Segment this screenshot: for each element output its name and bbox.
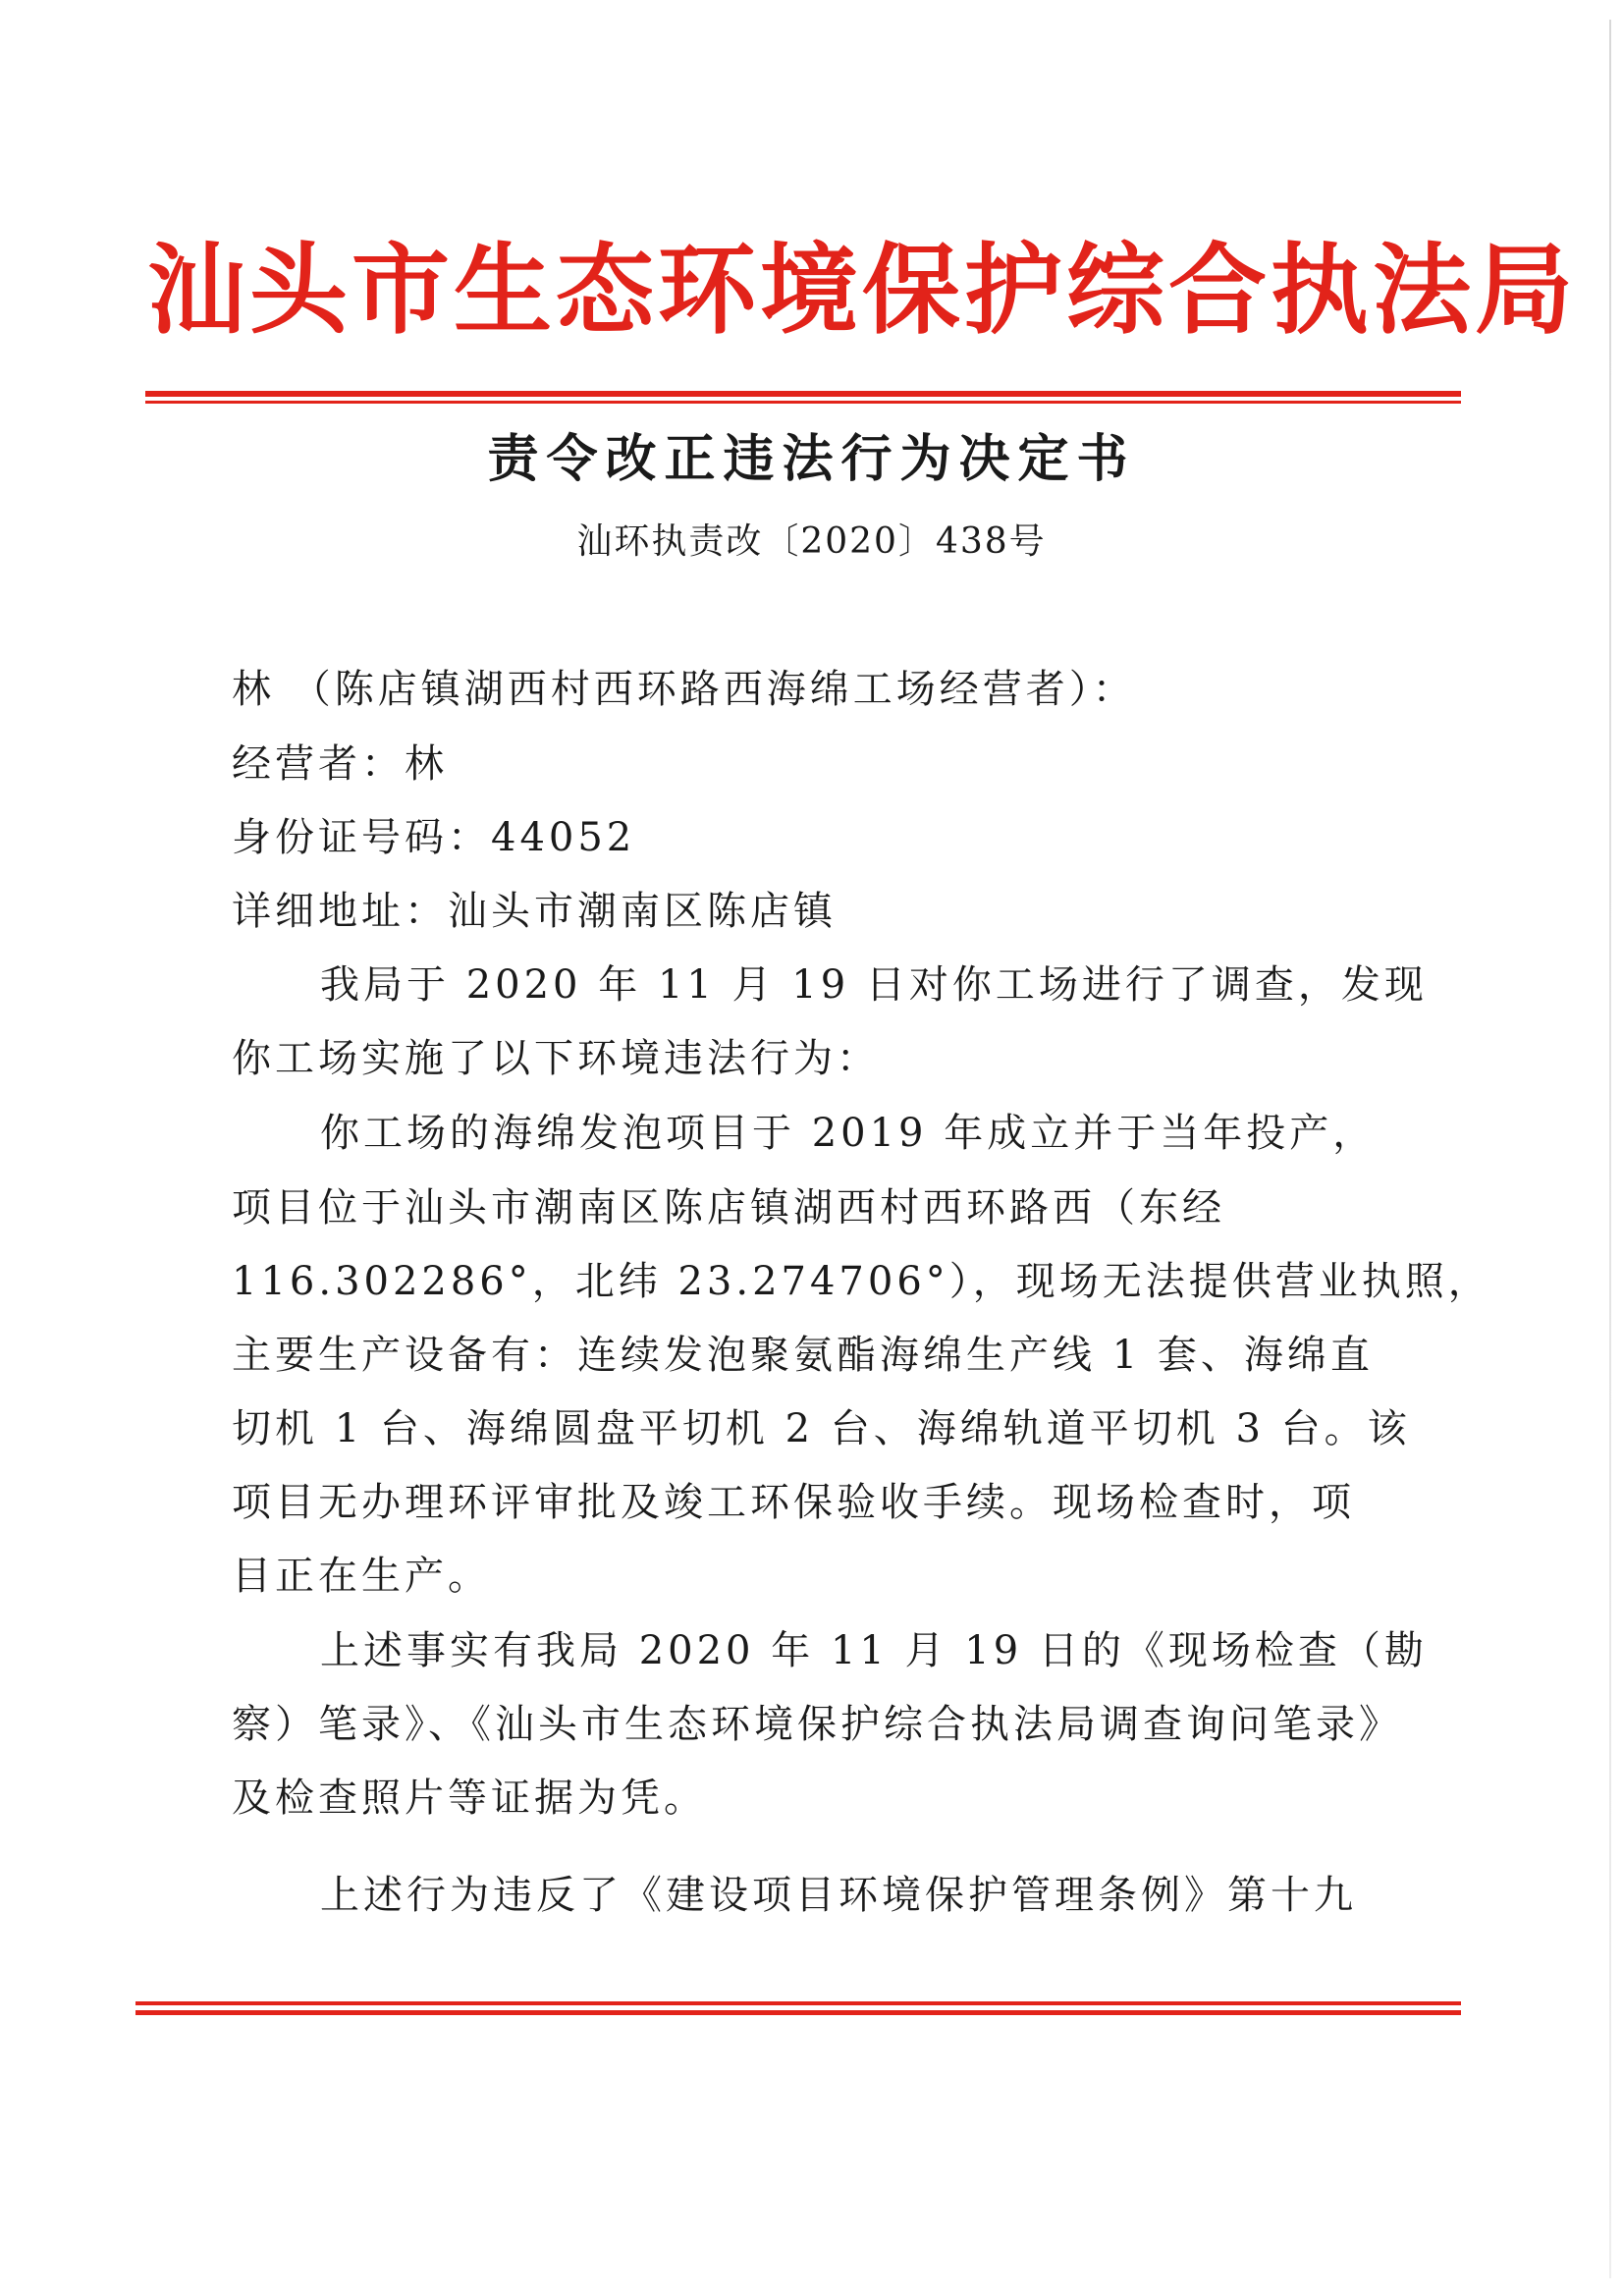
body-line: 及检查照片等证据为凭。: [232, 1776, 707, 1821]
header-rule-thick: [145, 391, 1461, 397]
body-line: 项目无办理环评审批及竣工环保验收手续。现场检查时，项: [232, 1480, 1355, 1525]
agency-name: 汕头市生态环境保护综合执法局: [147, 232, 1577, 348]
body-line: 主要生产设备有：连续发泡聚氨酯海绵生产线 1 套、海绵直: [232, 1333, 1374, 1378]
body-line: 切机 1 台、海绵圆盘平切机 2 台、海绵轨道平切机 3 台。该: [232, 1406, 1411, 1451]
body-line: 上述行为违反了《建设项目环境保护管理条例》第十九: [320, 1873, 1357, 1918]
header-rule: [145, 391, 1461, 404]
document-title: 责令改正违法行为决定书: [487, 429, 1136, 489]
body-line: 目正在生产。: [232, 1554, 491, 1599]
body-line: 察）笔录》、《汕头市生态环境保护综合执法局调查询问笔录》: [232, 1702, 1402, 1747]
body-line: 116.302286°，北纬 23.274706°），现场无法提供营业执照，: [232, 1259, 1491, 1304]
scan-edge: [1609, 20, 1611, 2278]
addressee-id-number: 身份证号码：44052: [232, 815, 636, 860]
addressee-name: 林 （陈店镇湖西村西环路西海绵工场经营者）：: [232, 667, 1136, 712]
document-number: 汕环执责改〔2020〕438号: [576, 521, 1047, 562]
body-line: 上述事实有我局 2020 年 11 月 19 日的《现场检查（勘: [320, 1628, 1428, 1673]
addressee-operator: 经营者：林: [232, 741, 448, 787]
footer-rule-top: [135, 2001, 1461, 2005]
footer-rule: [135, 2001, 1461, 2015]
body-line: 我局于 2020 年 11 月 19 日对你工场进行了调查，发现: [320, 962, 1428, 1008]
footer-rule-bottom: [135, 2010, 1461, 2015]
body-line: 你工场的海绵发泡项目于 2019 年成立并于当年投产，: [320, 1111, 1377, 1156]
body-line: 项目位于汕头市潮南区陈店镇湖西村西环路西（东经: [232, 1185, 1225, 1230]
body-line: 你工场实施了以下环境违法行为：: [232, 1036, 880, 1081]
header-rule-thin: [145, 401, 1461, 404]
addressee-address: 详细地址：汕头市潮南区陈店镇: [232, 889, 837, 934]
